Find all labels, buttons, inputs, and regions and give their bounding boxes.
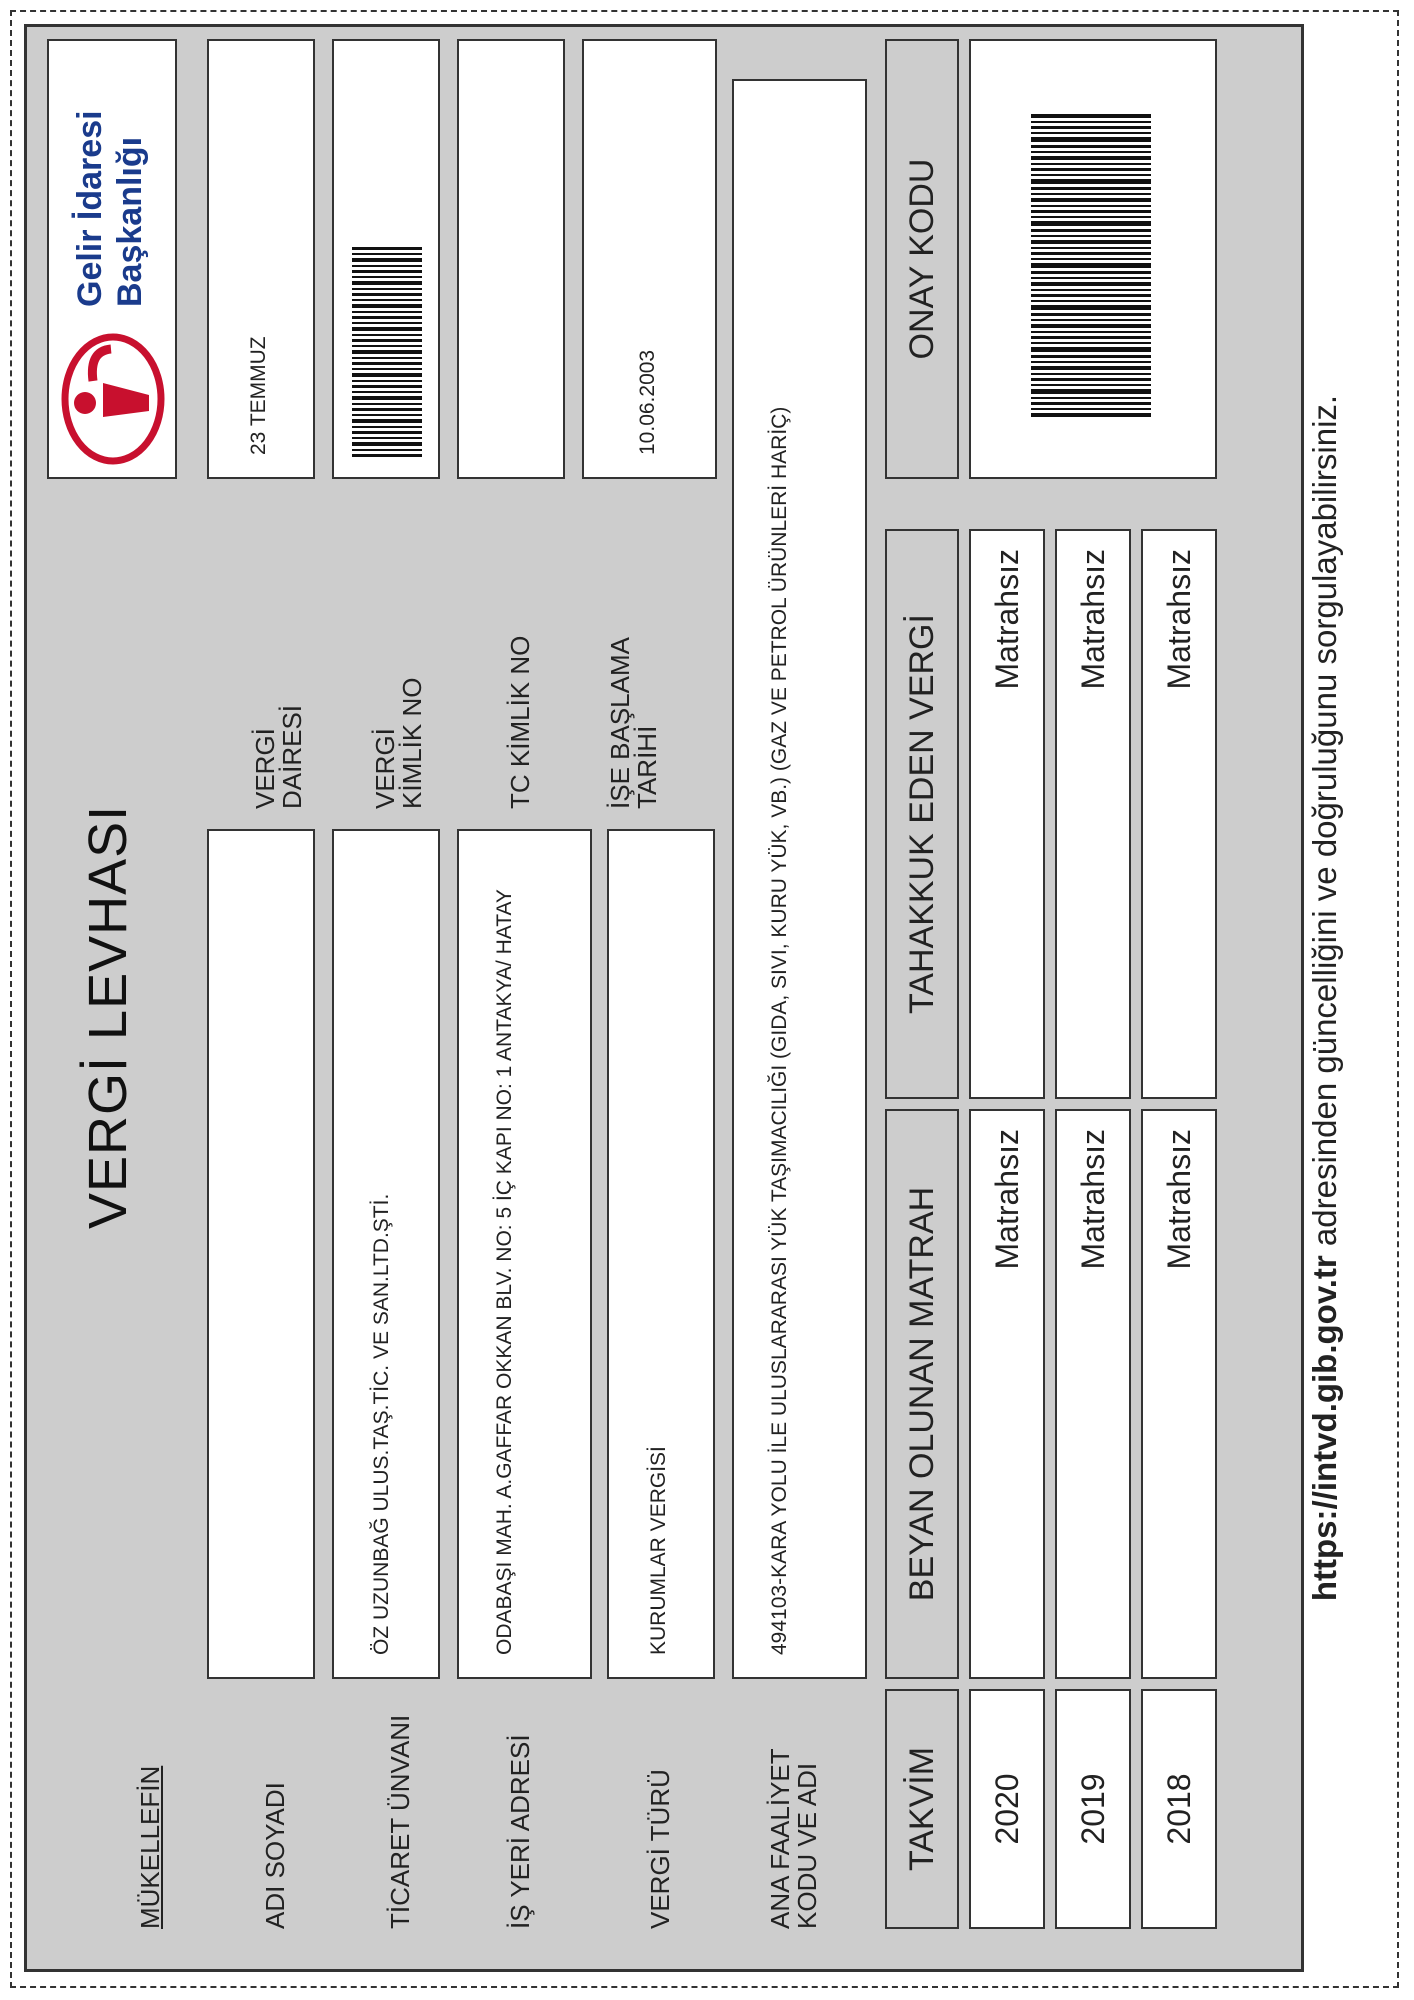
table-cell-matrah: Matrahsız [969,1109,1045,1679]
value-is-yeri-adresi: ODABAŞI MAH. A.GAFFAR OKKAN BLV. NO: 5 İÇ KAPI NO: 1 ANTAKYA/ HATAY [493,889,516,1655]
value-ana-faaliyet: 494103-KARA YOLU İLE ULUSLARARASI YÜK TAŞIMACILIĞI (GIDA, SIVI, KURU YÜK, VB.) (GAZ VE PETROL ÜRÜNLERİ HARİÇ) [768,406,791,1655]
value-vergi-turu: KURUMLAR VERGİSİ [647,1446,670,1655]
field-adi-soyadi [207,829,315,1679]
table-cell-year: 2020 [969,1689,1045,1929]
taxpayer-heading: MÜKELLEFİN [135,1765,165,1929]
field-vergi-kimlik-no [332,39,440,479]
label-tc-kimlik-no: TC KİMLİK NO [505,635,535,809]
table-cell-vergi: Matrahsız [1141,529,1217,1099]
label-vergi-turu: VERGİ TÜRÜ [645,1769,675,1929]
label-vergi-dairesi: VERGİ DAİRESİ [250,704,308,809]
table-cell-vergi: Matrahsız [969,529,1045,1099]
field-vergi-dairesi [207,39,315,479]
field-tc-kimlik-no [457,39,565,479]
table-header-beyan: BEYAN OLUNAN MATRAH [885,1109,959,1679]
value-ise-baslama-tarihi: 10.06.2003 [636,349,659,455]
logo-text-line1: Gelir İdaresi [71,110,109,307]
logo-text-line2: Başkanlığı [111,136,149,307]
table-cell-matrah: Matrahsız [1141,1109,1217,1679]
table-cell-year: 2019 [1055,1689,1131,1929]
field-vergi-turu [607,829,715,1679]
label-adi-soyadi: ADI SOYADI [260,1782,290,1929]
table-cell-vergi: Matrahsız [1055,529,1131,1099]
label-is-yeri-adresi: İŞ YERİ ADRESİ [505,1734,535,1929]
table-header-takvim: TAKVİM [885,1689,959,1929]
footer-text: adresinden güncelliğini ve doğruluğunu sorgulayabilirsiniz. [1306,394,1343,1256]
value-ticaret-unvani: ÖZ UZUNBAĞ ULUS.TAŞ.TİC. VE SAN.LTD.ŞTİ. [370,1193,393,1655]
onay-kodu-barcode-icon [1031,97,1151,417]
field-ana-faaliyet [732,79,867,1679]
footer-note [1306,24,1344,1972]
field-is-yeri-adresi [457,829,592,1679]
table-header-tahakkuk: TAHAKKUK EDEN VERGİ [885,529,959,1099]
value-vergi-dairesi: 23 TEMMUZ [247,336,270,455]
label-ise-baslama-tarihi: İŞE BAŞLAMA TARİHİ [605,638,663,809]
table-header-onay-kodu: ONAY KODU [885,39,959,479]
document-title: VERGİ LEVHASI [78,804,138,1229]
gib-logo [47,39,177,479]
label-ticaret-unvani: TİCARET ÜNVANI [385,1714,415,1929]
tax-plate-canvas [24,24,1344,1972]
field-ise-baslama-tarihi [582,39,717,479]
label-vergi-kimlik-no: VERGİ KİMLİK NO [370,677,428,809]
table-cell-matrah: Matrahsız [1055,1109,1131,1679]
field-ticaret-unvani [332,829,440,1679]
vergi-kimlik-barcode-icon [352,157,422,457]
table-cell-year: 2018 [1141,1689,1217,1929]
logo-emblem-icon [53,319,173,469]
tax-plate-panel [24,24,1304,1972]
onay-kodu-box [969,39,1217,479]
footer-url[interactable]: https://intvd.gib.gov.tr [1306,1255,1343,1602]
label-ana-faaliyet: ANA FAALİYET KODU VE ADI [765,1748,823,1929]
